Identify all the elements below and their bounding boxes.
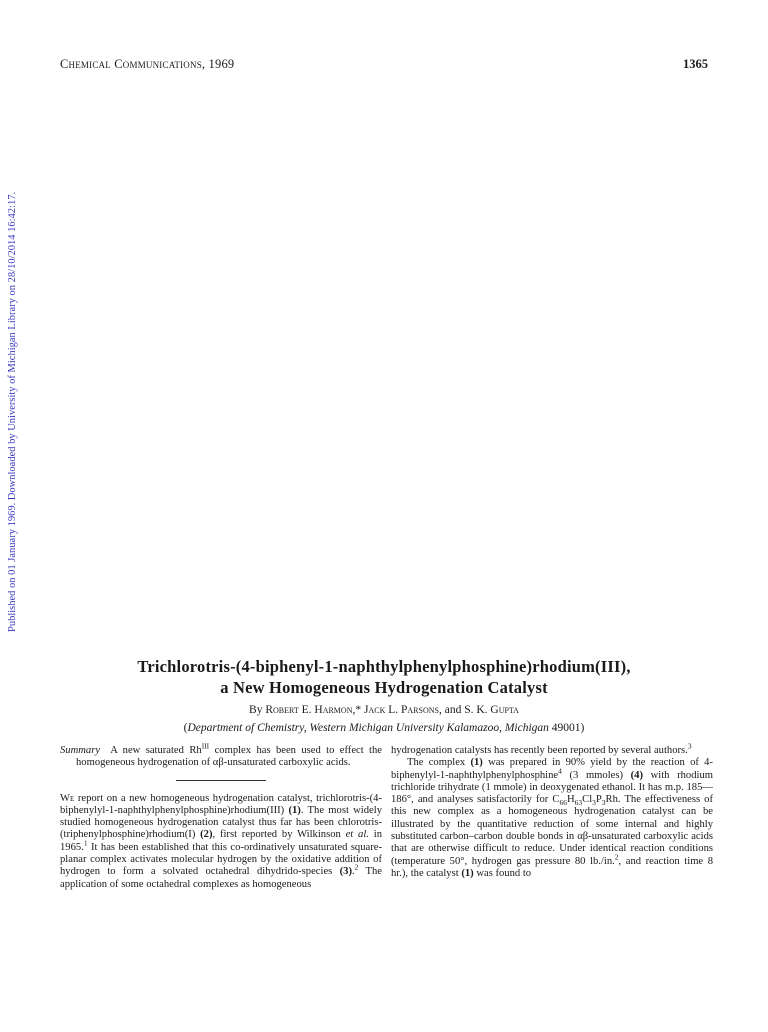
summary-label: Summary bbox=[60, 745, 101, 756]
summary-paragraph bbox=[60, 741, 382, 770]
oxidation-state: I bbox=[188, 829, 192, 841]
body-text: hydrogenation catalysts has recently been reported by several authors. bbox=[391, 745, 688, 756]
body-text: The effectiveness of this new complex as a homogeneous hydrogenation catalyst can be illustrated by the quantitative reduction of some internal and highly substituted carbon–carbon double bonds in αβ-unsaturated carboxylic acids that are otherwise difficult to reduce. Under identical reaction conditions (temperature 50°, hydrogen gas pressure 80 lb./in. bbox=[391, 794, 713, 867]
summary-text-2: complex has been used to effect the homogeneous hydrogenation of αβ-unsaturated carboxylic acids. bbox=[76, 745, 382, 769]
formula-subscript: 3 bbox=[601, 798, 606, 808]
complex-paragraph bbox=[391, 757, 713, 880]
reference-mark: 1 bbox=[83, 838, 88, 848]
affiliation bbox=[60, 720, 708, 736]
article-header bbox=[60, 656, 708, 736]
body-text: , first reported by Wilkinson bbox=[212, 829, 341, 841]
continued-paragraph bbox=[391, 741, 713, 757]
affiliation-text: Department of Chemistry, Western Michigan University Kalamazoo, Michigan bbox=[187, 722, 549, 734]
superscript-exponent: 2 bbox=[614, 852, 619, 862]
and-label: and bbox=[444, 704, 462, 716]
reference-mark: 3 bbox=[687, 741, 692, 751]
body-text: report on a new homogeneous hydrogenation catalyst, trichlorotris-(4-biphenylyl-1-naphthylphenylphosphine)rhodium( bbox=[60, 792, 383, 816]
author-1: Robert E. Harmon,* bbox=[265, 704, 362, 716]
article-title-line-1 bbox=[60, 656, 708, 677]
compound-ref: (1) bbox=[461, 867, 474, 879]
body-text: (3 mmoles) bbox=[569, 769, 624, 781]
author-2: Jack L. Parsons, bbox=[363, 704, 442, 716]
body-text: It has been established that this co-ordinatively unsaturated square-planar complex activates molecular hydrogen by the oxidative addition of hydrogen to form a solvated octahedral dihydrido-species bbox=[60, 841, 382, 878]
body-text: with rhodium trichloride trihydrate (1 mmole) in deoxygenated ethanol. It has m.p. 185—186°, and analyses satisfactorily for C bbox=[391, 769, 713, 806]
compound-ref: (1) bbox=[288, 804, 301, 816]
formula-subscript: 3 bbox=[592, 798, 596, 808]
body-text: . bbox=[351, 866, 355, 878]
affiliation-zip: 49001) bbox=[551, 722, 585, 734]
compound-ref: (2) bbox=[200, 829, 213, 841]
compound-ref: (3) bbox=[339, 866, 352, 878]
et-al: et al. bbox=[345, 829, 369, 841]
body-text: was prepared in 90% yield by the reaction of 4-biphenylyl-1-naphthylphenylphosphine bbox=[391, 757, 713, 781]
body-text: ) bbox=[191, 829, 196, 841]
intro-paragraph bbox=[60, 793, 382, 891]
body-text: in 1965. bbox=[60, 829, 382, 853]
author-line bbox=[60, 703, 708, 718]
summary-superscript: III bbox=[201, 741, 210, 751]
formula-element: H bbox=[566, 794, 575, 806]
author-3: S. K. Gupta bbox=[464, 704, 519, 716]
summary-text-1: A new saturated Rh bbox=[110, 745, 202, 756]
article-title-line-2: a New Homogeneous Hydrogenation Catalyst bbox=[220, 678, 548, 697]
body-text: was found to bbox=[476, 867, 532, 879]
oxidation-state: III bbox=[270, 804, 281, 816]
summary-divider bbox=[176, 780, 266, 781]
title-oxidation-state: III bbox=[600, 657, 621, 676]
body-text: The application of some octahedral complexes as homogeneous bbox=[60, 866, 383, 890]
right-column bbox=[391, 741, 714, 880]
body-text: , and reaction time 8 hr.), the catalyst bbox=[391, 855, 714, 879]
affiliation-paren: ( bbox=[183, 722, 188, 734]
running-head bbox=[60, 57, 708, 72]
formula-element: Cl bbox=[582, 794, 593, 806]
lead-word: We bbox=[60, 792, 75, 804]
journal-title: Chemical Communications, 1969 bbox=[60, 57, 235, 71]
compound-ref: (4) bbox=[630, 769, 644, 781]
formula-element: P bbox=[595, 794, 602, 806]
compound-ref: (1) bbox=[470, 757, 483, 769]
by-label: By bbox=[249, 704, 263, 716]
title-text-end: ), bbox=[620, 657, 631, 676]
reference-mark: 2 bbox=[354, 862, 359, 872]
page-number: 1365 bbox=[683, 57, 708, 71]
body-text: . The most widely studied homogeneous hydrogenation catalyst thus far has been chlorotris-(triphenylphosphine)rhodium( bbox=[60, 804, 382, 841]
title-text: Trichlorotris-(4-biphenyl-1-naphthylphenylphosphine)rhodium( bbox=[137, 657, 601, 676]
body-text: ) bbox=[280, 804, 285, 816]
formula-subscript: 63 bbox=[574, 798, 583, 808]
left-column bbox=[60, 741, 383, 891]
reference-mark: 4 bbox=[558, 766, 562, 776]
formula-element: Rh. bbox=[605, 794, 621, 806]
formula-subscript: 66 bbox=[559, 798, 567, 808]
download-watermark: Published on 01 January 1969. Downloaded by University of Michigan Library on 28/10/2014 16:42:17. bbox=[7, 191, 18, 632]
body-text: The complex bbox=[407, 757, 466, 769]
